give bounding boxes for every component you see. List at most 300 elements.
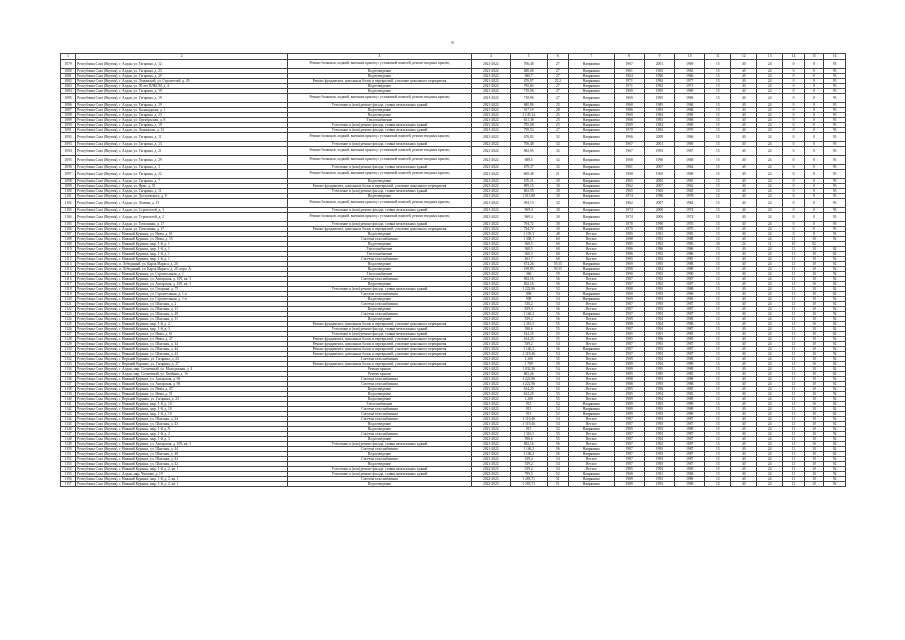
table-cell: 24 bbox=[757, 169, 783, 178]
table-cell: 1965 bbox=[675, 188, 705, 193]
table-row bbox=[61, 481, 846, 486]
table-cell: 24 bbox=[757, 386, 783, 391]
table-cell: 15 bbox=[705, 122, 731, 127]
table-cell: 1985 bbox=[614, 331, 644, 336]
table-cell: 2022-2023 bbox=[471, 481, 510, 486]
table-cell: 93 bbox=[824, 141, 846, 146]
table-cell: 0 bbox=[783, 127, 805, 132]
table-cell: 56 bbox=[547, 281, 569, 286]
work-type-cell: Утепление и (или) ремонт фасада, ставни межэтажных зданий bbox=[288, 122, 472, 127]
table-cell: 1 789 bbox=[510, 361, 547, 366]
table-cell: 24 bbox=[757, 193, 783, 198]
table-cell: 1968 bbox=[614, 155, 644, 164]
table-cell: 1100 bbox=[61, 188, 76, 193]
table-cell: 1112 bbox=[61, 256, 76, 261]
table-cell: 794,72 bbox=[510, 221, 547, 226]
table-cell: 1989 bbox=[675, 366, 705, 371]
table-cell: 1986 bbox=[644, 246, 674, 251]
table-cell: 1984 bbox=[644, 112, 674, 117]
table-cell: 40 bbox=[731, 466, 757, 471]
table-cell: 1992 bbox=[644, 256, 674, 261]
table-cell: 2021-2022 bbox=[471, 102, 510, 107]
table-cell: 92 bbox=[824, 376, 846, 381]
table-cell: 0 bbox=[783, 88, 805, 93]
work-type-cell: Водоотведение bbox=[288, 296, 472, 301]
table-cell: 54 bbox=[547, 421, 569, 426]
work-type-cell: Утепление и (или) ремонт фасада, ставни межэтажных зданий bbox=[288, 188, 472, 193]
table-cell: 1993 bbox=[644, 286, 674, 291]
table-cell: 969,4 bbox=[510, 212, 547, 221]
table-cell: 1987 bbox=[675, 306, 705, 311]
table-cell: 1993 bbox=[644, 446, 674, 451]
table-cell: 15 bbox=[705, 212, 731, 221]
table-cell: 54 bbox=[547, 351, 569, 356]
work-type-cell: Утепление и (или) ремонт фасада, ставни межэтажных зданий bbox=[288, 141, 472, 146]
table-cell: 30 bbox=[547, 207, 569, 212]
table-cell: 24 bbox=[757, 476, 783, 481]
table-cell: 40 bbox=[731, 246, 757, 251]
table-cell: 839,3 bbox=[510, 306, 547, 311]
table-cell: 0 bbox=[783, 68, 805, 73]
table-cell: 24 bbox=[757, 164, 783, 169]
table-cell: 1988 bbox=[614, 236, 644, 241]
table-cell: 2021-2022 bbox=[471, 371, 510, 376]
table-cell: 92 bbox=[824, 446, 846, 451]
table-cell: Ветхое bbox=[569, 286, 614, 291]
table-cell: 15 bbox=[705, 127, 731, 132]
table-cell: 0 bbox=[783, 83, 805, 88]
table-cell: 1987 bbox=[614, 311, 644, 316]
table-cell: 915 bbox=[510, 426, 547, 431]
table-cell: 15 bbox=[705, 155, 731, 164]
table-cell: 1968 bbox=[675, 102, 705, 107]
table-cell: 40 bbox=[731, 188, 757, 193]
table-cell: 2021-2022 bbox=[471, 376, 510, 381]
table-cell: 52 bbox=[547, 471, 569, 476]
table-cell: 11 bbox=[783, 281, 805, 286]
table-cell: 1969 bbox=[675, 59, 705, 68]
table-cell: 24 bbox=[757, 198, 783, 207]
address-cell: Республика Саха (Якутия), г. Нижний Куранах, мкр. 1-й, д. 10 bbox=[76, 401, 288, 406]
table-cell: 40 bbox=[731, 261, 757, 266]
table-cell: 2021-2022 bbox=[471, 361, 510, 366]
table-cell: 1985 bbox=[614, 371, 644, 376]
table-cell: Напряжено bbox=[569, 188, 614, 193]
table-cell: 92 bbox=[824, 421, 846, 426]
table-cell: 1970 bbox=[614, 221, 644, 226]
table-cell: 24 bbox=[757, 351, 783, 356]
table-cell: 680,7 bbox=[510, 73, 547, 78]
table-cell: 1985 bbox=[614, 336, 644, 341]
address-cell: Республика Саха (Якутия), г. Нижний Куранах, ул. Гагарина, д. 75 bbox=[76, 286, 288, 291]
table-cell: 11 bbox=[757, 241, 783, 246]
table-cell: 366 bbox=[510, 271, 547, 276]
register-table bbox=[60, 53, 846, 487]
table-cell: 24 bbox=[757, 316, 783, 321]
table-cell: 11 bbox=[783, 346, 805, 351]
address-cell: Республика Саха (Якутия), г. Нижний Куранах, ул. Шахтная, д. 44 bbox=[76, 446, 288, 451]
table-cell: 11 bbox=[783, 326, 805, 331]
table-cell: 1967 bbox=[614, 146, 644, 155]
table-cell: 24 bbox=[757, 471, 783, 476]
table-cell: 1970 bbox=[675, 221, 705, 226]
table-cell: 1985 bbox=[644, 102, 674, 107]
table-cell: 1985 bbox=[675, 336, 705, 341]
table-cell: Напряжено bbox=[569, 117, 614, 122]
table-row bbox=[61, 132, 846, 141]
table-cell: 0 bbox=[783, 212, 805, 221]
table-cell: 1104 bbox=[61, 212, 76, 221]
table-cell: 2021-2022 bbox=[471, 301, 510, 306]
table-cell: 2021-2022 bbox=[471, 276, 510, 281]
table-cell: 28 bbox=[547, 107, 569, 112]
table-cell: 2021-2022 bbox=[471, 122, 510, 127]
table-cell: 15 bbox=[705, 371, 731, 376]
address-cell: Республика Саха (Якутия), г. Алдан, ул. Гагарина, д. 23 bbox=[76, 68, 288, 73]
table-cell: 2021-2022 bbox=[471, 386, 510, 391]
table-cell: 24 bbox=[757, 226, 783, 231]
table-cell: 1128 bbox=[61, 336, 76, 341]
table-cell: 2022-2023 bbox=[471, 471, 510, 476]
table-cell: 15 bbox=[705, 281, 731, 286]
address-cell: Республика Саха (Якутия), г. Алдан, ул. Гагарина, д. 3 bbox=[76, 164, 288, 169]
address-cell: Республика Саха (Якутия), г. Нижний Куранах, ул. Невы, д. 51 bbox=[76, 391, 288, 396]
table-cell: 2021-2022 bbox=[471, 346, 510, 351]
table-cell: 11 bbox=[783, 471, 805, 476]
table-cell: Напряжено bbox=[569, 83, 614, 88]
table-cell: 24 bbox=[757, 466, 783, 471]
table-cell: 2021-2022 bbox=[471, 127, 510, 132]
table-cell: Ветхое bbox=[569, 321, 614, 326]
table-cell: 92 bbox=[824, 406, 846, 411]
table-cell: 10 bbox=[804, 251, 823, 256]
table-cell: 11 bbox=[783, 301, 805, 306]
table-cell: 1130 bbox=[61, 346, 76, 351]
table-cell: 594,13 bbox=[510, 198, 547, 207]
work-type-cell: Водоотведение bbox=[288, 426, 472, 431]
table-cell: 55 bbox=[547, 331, 569, 336]
table-cell: Ветхое bbox=[569, 341, 614, 346]
table-cell: 40 bbox=[731, 276, 757, 281]
table-cell: 1989 bbox=[675, 426, 705, 431]
address-cell: Республика Саха (Якутия), п. Лебединый, ул. Карла Маркса, д. 20, корп. А bbox=[76, 266, 288, 271]
table-cell: 24 bbox=[757, 421, 783, 426]
table-cell: 2022-2023 bbox=[471, 466, 510, 471]
table-cell: 1996 bbox=[644, 73, 674, 78]
table-cell: 24 bbox=[757, 112, 783, 117]
table-cell: 1987 bbox=[614, 306, 644, 311]
table-cell: 15 bbox=[705, 441, 731, 446]
table-cell: 1092 bbox=[61, 132, 76, 141]
table-cell: 1106 bbox=[61, 226, 76, 231]
table-cell: 2021-2022 bbox=[471, 236, 510, 241]
table-cell: 1 283,71 bbox=[510, 476, 547, 481]
table-cell: 1971 bbox=[675, 83, 705, 88]
table-cell: 24 bbox=[757, 296, 783, 301]
table-cell: 40 bbox=[731, 421, 757, 426]
table-cell: 1987 bbox=[675, 451, 705, 456]
table-cell: 15 bbox=[705, 311, 731, 316]
table-cell: 1989 bbox=[675, 411, 705, 416]
work-type-cell: Ремонт фундамента, цокольных балок и перекрытий, усиление цокольного перекрытия bbox=[288, 336, 472, 341]
table-cell: 15 bbox=[705, 271, 731, 276]
table-cell: 0 bbox=[783, 231, 805, 236]
table-cell: 40 bbox=[731, 183, 757, 188]
table-cell: 0 bbox=[783, 226, 805, 231]
table-cell: 1984 bbox=[644, 266, 674, 271]
table-cell: 1993 bbox=[644, 117, 674, 122]
table-cell: 1987 bbox=[614, 421, 644, 426]
table-cell: 93 bbox=[824, 198, 846, 207]
work-type-cell: Ремонт фундамента, цокольных балок и перекрытий, усиление цокольного перекрытия bbox=[288, 78, 472, 83]
table-cell: 11 bbox=[783, 381, 805, 386]
table-cell: 1989 bbox=[614, 406, 644, 411]
address-cell: Республика Саха (Якутия), г. Алдан, ул. Гагарина, д. 11 bbox=[76, 188, 288, 193]
table-cell: 24 bbox=[757, 231, 783, 236]
table-cell: 2007 bbox=[644, 164, 674, 169]
table-cell: 1965 bbox=[675, 178, 705, 183]
table-cell: 718,96 bbox=[510, 93, 547, 102]
table-cell: 15 bbox=[705, 396, 731, 401]
table-cell: 1968 bbox=[614, 169, 644, 178]
table-cell: 2021-2022 bbox=[471, 286, 510, 291]
table-cell: Напряжено bbox=[569, 193, 614, 198]
table-cell: 25 bbox=[547, 102, 569, 107]
table-cell: 92 bbox=[824, 281, 846, 286]
table-cell: 1987 bbox=[614, 456, 644, 461]
table-cell: 93 bbox=[824, 164, 846, 169]
address-cell: Республика Саха (Якутия), г. Алдан, ул. Строителей, д. 3 bbox=[76, 207, 288, 212]
table-cell: 1142 bbox=[61, 406, 76, 411]
table-cell: 915 bbox=[510, 411, 547, 416]
table-cell: 1987 bbox=[675, 421, 705, 426]
table-cell: 1974 bbox=[614, 193, 644, 198]
table-cell: 2021-2022 bbox=[471, 261, 510, 266]
table-cell: 15 bbox=[705, 466, 731, 471]
work-type-cell: Водоотведение bbox=[288, 107, 472, 112]
table-cell: 0 bbox=[783, 112, 805, 117]
table-cell: 11 bbox=[783, 276, 805, 281]
table-cell: 24 bbox=[757, 371, 783, 376]
table-cell: 93 bbox=[824, 73, 846, 78]
table-cell: 1118 bbox=[61, 286, 76, 291]
table-cell: 1993 bbox=[644, 381, 674, 386]
table-cell: 92 bbox=[824, 311, 846, 316]
table-cell: 15 bbox=[705, 207, 731, 212]
work-type-cell: Водоотведение bbox=[288, 306, 472, 311]
work-type-cell: Водоотведение bbox=[288, 88, 472, 93]
table-cell: 1987 bbox=[614, 436, 644, 441]
table-cell: 2021-2022 bbox=[471, 411, 510, 416]
table-cell: Ветхое bbox=[569, 436, 614, 441]
table-cell: 15 bbox=[705, 381, 731, 386]
table-cell: 15 bbox=[705, 326, 731, 331]
table-cell: 93 bbox=[824, 226, 846, 231]
table-cell: 2021-2022 bbox=[471, 426, 510, 431]
table-cell: 92 bbox=[824, 361, 846, 366]
table-cell: 1099 bbox=[61, 183, 76, 188]
table-cell: Ветхое bbox=[569, 431, 614, 436]
work-type-cell: Водоотведение bbox=[288, 193, 472, 198]
table-cell: 24 bbox=[757, 311, 783, 316]
table-cell: 40 bbox=[731, 141, 757, 146]
table-cell: 1987 bbox=[675, 351, 705, 356]
table-cell: 92 bbox=[824, 256, 846, 261]
table-cell: 2 145,14 bbox=[510, 112, 547, 117]
table-cell: 1989 bbox=[675, 356, 705, 361]
table-cell: 24 bbox=[757, 246, 783, 251]
table-cell: 40 bbox=[731, 386, 757, 391]
table-cell: 1114 bbox=[61, 266, 76, 271]
table-cell: 40 bbox=[731, 271, 757, 276]
table-cell: 1996 bbox=[644, 336, 674, 341]
table-cell: 1992 bbox=[644, 441, 674, 446]
table-cell: 2021-2022 bbox=[471, 88, 510, 93]
table-cell: 2021-2022 bbox=[471, 193, 510, 198]
table-cell: 1974 bbox=[675, 207, 705, 212]
table-cell: 8 bbox=[804, 155, 823, 164]
table-cell: 40 bbox=[731, 431, 757, 436]
table-cell: 2021-2022 bbox=[471, 316, 510, 321]
table-cell: 614,25 bbox=[510, 331, 547, 336]
table-cell: 1967 bbox=[675, 146, 705, 155]
table-cell: 40 bbox=[731, 78, 757, 83]
table-cell: 15 bbox=[705, 436, 731, 441]
table-cell: Ветхое bbox=[569, 336, 614, 341]
address-cell: Республика Саха (Якутия), г. Алдан, ул. Ленинской, ул. Строителей, д. 29 bbox=[76, 78, 288, 83]
table-cell: 40 bbox=[731, 291, 757, 296]
table-cell: 2021-2022 bbox=[471, 198, 510, 207]
table-cell: 2021-2022 bbox=[471, 281, 510, 286]
table-cell: 40 bbox=[731, 212, 757, 221]
table-row bbox=[61, 146, 846, 155]
table-cell: 92 bbox=[824, 261, 846, 266]
table-cell: 1987 bbox=[675, 281, 705, 286]
table-cell: 1965 bbox=[644, 188, 674, 193]
table-cell: 54 bbox=[547, 456, 569, 461]
table-cell: 2021-2022 bbox=[471, 241, 510, 246]
table-cell: 1988 bbox=[614, 376, 644, 381]
table-cell: 54 bbox=[547, 341, 569, 346]
table-cell: 40 bbox=[731, 164, 757, 169]
table-cell: 1969 bbox=[614, 88, 644, 93]
address-cell: Республика Саха (Якутия), г. Нижний Куранах, ул. Невы, д. 61 bbox=[76, 231, 288, 236]
table-cell: 11 bbox=[783, 351, 805, 356]
table-cell: 15 bbox=[705, 386, 731, 391]
table-cell: 24 bbox=[757, 251, 783, 256]
table-cell: Напряжено bbox=[569, 88, 614, 93]
table-cell: 54 bbox=[547, 371, 569, 376]
table-cell: 0 bbox=[783, 122, 805, 127]
table-cell: 24 bbox=[757, 183, 783, 188]
table-cell: 1970 bbox=[614, 127, 644, 132]
table-cell: Напряжено bbox=[569, 261, 614, 266]
table-cell: 908 bbox=[510, 291, 547, 296]
table-cell: 1126 bbox=[61, 326, 76, 331]
table-cell: 1141 bbox=[61, 401, 76, 406]
table-cell: 1120 bbox=[61, 296, 76, 301]
table-cell: 93 bbox=[824, 231, 846, 236]
table-cell: 1 146,2 bbox=[510, 451, 547, 456]
address-cell: Республика Саха (Якутия), г. Алдан, ул. Гагарина, д. 19 bbox=[76, 122, 288, 127]
table-cell: 1987 bbox=[614, 301, 644, 306]
table-cell: 11 bbox=[783, 291, 805, 296]
table-cell: 0 bbox=[783, 93, 805, 102]
table-cell: 56 bbox=[547, 346, 569, 351]
table-cell: 1148 bbox=[61, 436, 76, 441]
table-cell: 1985 bbox=[675, 256, 705, 261]
table-cell: 27 bbox=[547, 127, 569, 132]
table-cell: 56 bbox=[547, 306, 569, 311]
address-cell: Республика Саха (Якутия), г. Нижний Куранах, ул. Ангарская, д. 109, кв. 3 bbox=[76, 441, 288, 446]
table-cell: 1965 bbox=[614, 178, 644, 183]
table-cell: 539,2 bbox=[510, 341, 547, 346]
table-cell: 2006 bbox=[644, 207, 674, 212]
table-cell: 11 bbox=[783, 321, 805, 326]
table-cell: 2021-2022 bbox=[471, 107, 510, 112]
table-cell: 1986 bbox=[675, 251, 705, 256]
table-cell: 8 bbox=[804, 231, 823, 236]
address-cell: Республика Саха (Якутия), г. Нижний Куранах, мкр. 1-й, д. 1 bbox=[76, 251, 288, 256]
table-cell: 8 bbox=[804, 183, 823, 188]
table-cell: 40 bbox=[731, 301, 757, 306]
table-cell: 15 bbox=[705, 164, 731, 169]
table-cell: 1987 bbox=[614, 281, 644, 286]
table-cell: 40 bbox=[731, 321, 757, 326]
table-cell: 15 bbox=[705, 361, 731, 366]
table-cell: 11 bbox=[783, 336, 805, 341]
address-cell: Республика Саха (Якутия), г. Нижний Куранах, ул. Шахтная, д. 34 bbox=[76, 341, 288, 346]
table-cell: 40 bbox=[731, 351, 757, 356]
table-cell: 2021-2022 bbox=[471, 451, 510, 456]
table-cell: 1093 bbox=[61, 141, 76, 146]
table-cell: 1157 bbox=[61, 481, 76, 486]
address-cell: Республика Саха (Якутия), г. Алдан, ул. Ленинская, д. 13 bbox=[76, 127, 288, 132]
table-cell: 24 bbox=[757, 102, 783, 107]
table-cell: 2001 bbox=[644, 141, 674, 146]
table-cell: 1105 bbox=[61, 221, 76, 226]
address-cell: Республика Саха (Якутия), г. Нижний Куранах, ул. Шахтная, д. 11 bbox=[76, 306, 288, 311]
table-cell: 917,19 bbox=[510, 107, 547, 112]
work-type-cell: Ремонт фундамента, цокольных балок и перекрытий, усиление цокольного перекрытия bbox=[288, 361, 472, 366]
table-cell: 1970 bbox=[675, 127, 705, 132]
work-type-cell: Ремонт крыши bbox=[288, 366, 472, 371]
table-cell: 93 bbox=[824, 78, 846, 83]
table-cell: 11 bbox=[783, 271, 805, 276]
table-cell: 692,16 bbox=[510, 441, 547, 446]
table-cell: 15 bbox=[705, 406, 731, 411]
table-cell: 93 bbox=[824, 132, 846, 141]
table-cell: 54 bbox=[547, 376, 569, 381]
table-cell: 680,86 bbox=[510, 102, 547, 107]
table-cell: 24 bbox=[757, 188, 783, 193]
table-cell: 40 bbox=[731, 436, 757, 441]
table-cell: 32 bbox=[547, 155, 569, 164]
table-cell: 1987 bbox=[614, 416, 644, 421]
column-header: 3 bbox=[288, 54, 472, 60]
table-cell: 1962 bbox=[614, 198, 644, 207]
work-type-cell: Утепление и (или) ремонт фасада, ставни межэтажных зданий bbox=[288, 471, 472, 476]
table-cell: 8 bbox=[804, 132, 823, 141]
table-cell: 15 bbox=[705, 376, 731, 381]
table-cell: 40 bbox=[731, 193, 757, 198]
table-cell: 30 bbox=[547, 178, 569, 183]
table-cell: 11 bbox=[783, 431, 805, 436]
table-cell: 1122 bbox=[61, 306, 76, 311]
table-cell: 11 bbox=[783, 386, 805, 391]
work-type-cell: Ремонт балконов, лоджий, внешних крылец с установкой панелей, ремонт входных крылец bbox=[288, 93, 472, 102]
table-cell: 15 bbox=[705, 169, 731, 178]
